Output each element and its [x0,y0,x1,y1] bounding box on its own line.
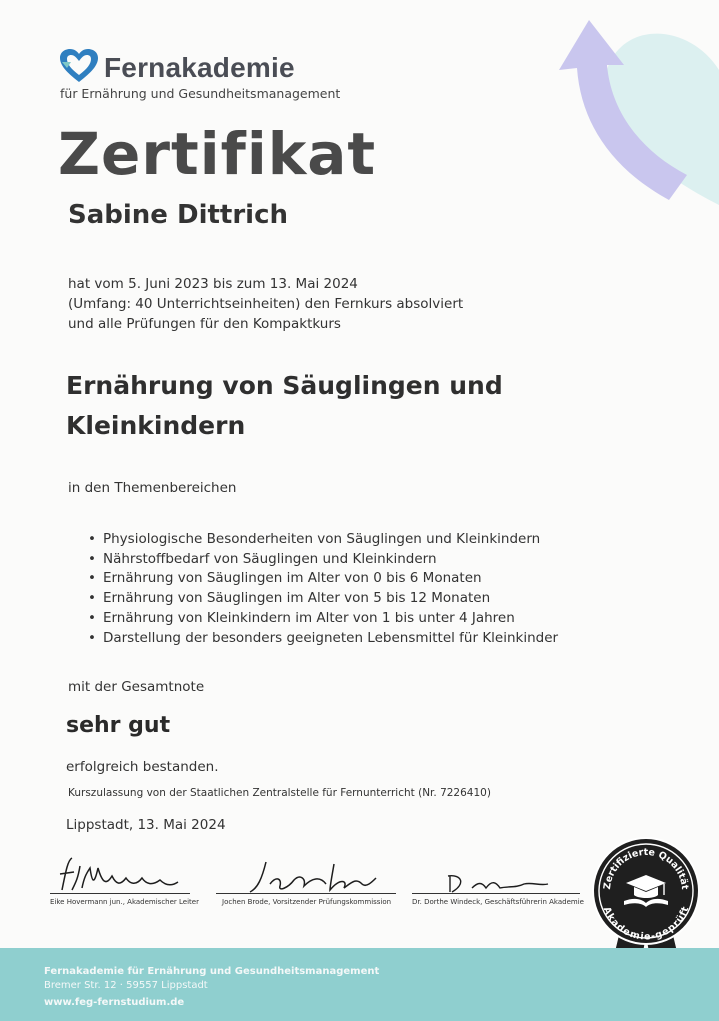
recipient-name: Sabine Dittrich [68,200,288,230]
signature-hovermann [50,848,190,898]
certificate-title: Zertifikat [58,120,377,188]
signature-brode [216,848,396,898]
signature-caption: Eike Hovermann jun., Akademischer Leiter [50,898,199,906]
grade-label: mit der Gesamtnote [68,679,205,695]
topic-item: • Darstellung der besonders geeigneten Lebensmittel für Kleinkinder [88,629,558,649]
signature-caption: Jochen Brode, Vorsitzender Prüfungskommission [222,898,392,906]
topics-list [88,530,558,648]
signature-caption: Dr. Dorthe Windeck, Geschäftsführerin Akademie [412,898,584,906]
signature-scribble-icon [412,848,580,898]
heart-logo-icon [58,48,100,84]
intro-line: (Umfang: 40 Unterrichtseinheiten) den Fernkurs absolviert [68,296,464,312]
signature-scribble-icon [50,848,190,898]
topic-item: • Ernährung von Kleinkindern im Alter von 1 bis unter 4 Jahren [88,609,558,629]
intro-text [68,274,463,334]
topics-label: in den Themenbereichen [68,480,237,496]
signature-windeck [412,848,580,898]
intro-line: hat vom 5. Juni 2023 bis zum 13. Mai 2024 [68,276,358,292]
topic-item: • Ernährung von Säuglingen im Alter von 5 bis 12 Monaten [88,589,558,609]
topic-item: • Ernährung von Säuglingen im Alter von 0 bis 6 Monaten [88,569,558,589]
signature-scribble-icon [216,848,396,898]
intro-line: und alle Prüfungen für den Kompaktkurs [68,316,341,332]
logo-name: Fernakademie [104,52,295,83]
passed-text: erfolgreich bestanden. [66,759,219,775]
seal-top-text: Zertifizierte Qualität [601,846,691,891]
footer-website-link[interactable]: www.feg-fernstudium.de [44,997,185,1008]
corner-heart-arrow-graphic [519,0,719,215]
course-title-line: Kleinkindern [66,411,246,440]
license-text: Kurszulassung von der Staatlichen Zentralstelle für Fernunterricht (Nr. 7226410) [68,787,491,799]
topic-item: • Physiologische Besonderheiten von Säuglingen und Kleinkindern [88,530,558,550]
seal-bottom-text: Akademie-geprüft [600,905,692,943]
place-date: Lippstadt, 13. Mai 2024 [66,817,226,833]
topic-item: • Nährstoffbedarf von Säuglingen und Kleinkindern [88,550,558,570]
footer-organization: Fernakademie für Ernährung und Gesundheitsmanagement [44,966,380,977]
course-title [66,366,586,446]
grade-value: sehr gut [66,713,171,738]
logo-subtitle: für Ernährung und Gesundheitsmanagement [60,86,341,101]
course-title-line: Ernährung von Säuglingen und [66,371,503,400]
footer-address: Bremer Str. 12 · 59557 Lippstadt [44,980,208,991]
